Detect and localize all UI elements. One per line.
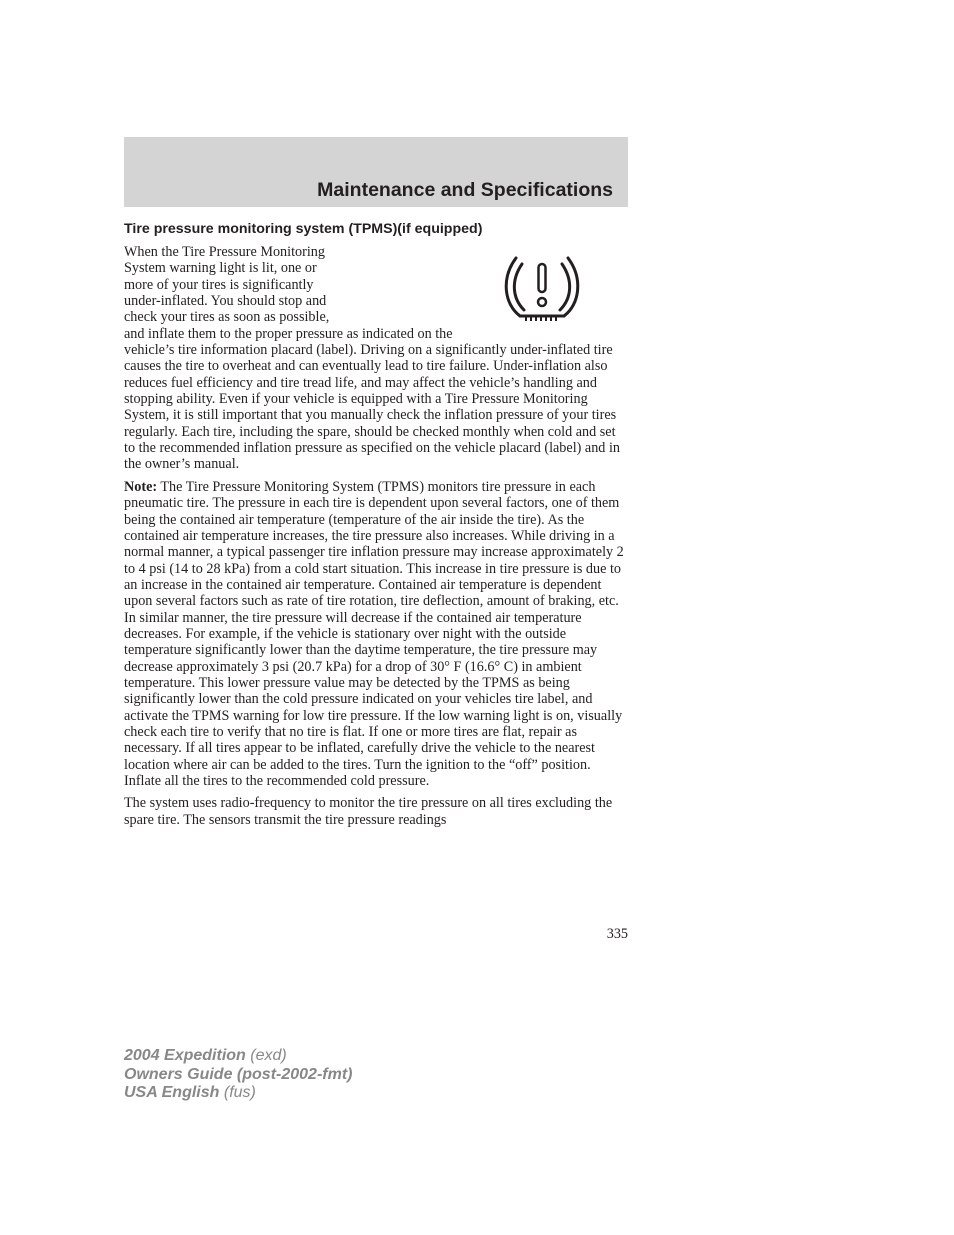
tire-pressure-warning-icon [502, 250, 582, 324]
intro-line: under-inflated. You should stop and [124, 293, 327, 310]
page-number: 335 [606, 926, 628, 942]
paragraph-note [124, 479, 628, 790]
footer-line-2 [124, 1066, 352, 1085]
page-content [124, 244, 628, 834]
footer-language-code: (fus) [223, 1084, 256, 1101]
page-title: Maintenance and Specifications [317, 179, 613, 201]
paragraph-intro [124, 244, 628, 473]
intro-text: and inflate them to the proper pressure as indicated on the vehicle’s tire information placard (label). Driving on a significantly under-inflated tire causes the tire to overheat and can eventually lead to tire failure. Under-inflation also reduces fuel efficiency and tire tread life, and may affect the vehicle’s handling and stopping ability. Even if your vehicle is equipped with a Tire Pressure Monitoring System, it is still important that you manually check the inflation pressure of your tires regularly. Each tire, including the spare, should be checked monthly when cold and set to the recommended inflation pressure as specified on the vehicle placard (label) and in the owner’s manual. [124, 325, 620, 473]
footer-model-code: (exd) [250, 1047, 287, 1064]
footer-line-1 [124, 1047, 352, 1066]
footer-language: USA English [124, 1084, 220, 1101]
intro-line: more of your tires is significantly [124, 276, 314, 293]
section-heading: Tire pressure monitoring system (TPMS)(if equipped) [124, 221, 483, 237]
intro-line: check your tires as soon as possible, [124, 309, 330, 326]
header-band [124, 137, 628, 207]
footer-line-3 [124, 1084, 352, 1103]
footer-model: 2004 Expedition [124, 1047, 246, 1064]
paragraph-system: The system uses radio-frequency to monitor the tire pressure on all tires excluding the spare tire. The sensors transmit the tire pressure readings [124, 795, 613, 828]
intro-line: System warning light is lit, one or [124, 260, 317, 277]
intro-line: When the Tire Pressure Monitoring [124, 244, 325, 260]
document-footer [124, 1047, 352, 1103]
note-label: Note: [124, 478, 158, 495]
footer-guide: Owners Guide (post-2002-fmt) [124, 1065, 353, 1083]
note-text: The Tire Pressure Monitoring System (TPMS) monitors tire pressure in each pneumatic tire. The pressure in each tire is dependent upon several factors, one of them being the contained air temperature (temperature of the air inside the tire). As the contained air temperature increases, the tire pressure also increases. While driving in a normal manner, a typical passenger tire inflation pressure may increase approximately 2 to 4 psi (14 to 28 kPa) from a cold start situation. This increase in tire pressure is due to an increase in the contained air temperature. Contained air temperature is dependent upon several factors such as rate of tire rotation, tire deflection, amount of braking, etc. In similar manner, the tire pressure will decrease if the contained air temperature decreases. For example, if the vehicle is stationary over night with the outside temperature significantly lower than the daytime temperature, the tire pressure may decrease approximately 3 psi (20.7 kPa) for a drop of 30° F (16.6° C) in ambient temperature. This lower pressure value may be detected by the TPMS as being significantly lower than the cold pressure indicated on your vehicles tire label, and activate the TPMS warning for low tire pressure. If the low warning light is on, visually check each tire to verify that no tire is flat. If one or more tires are flat, repair as necessary. If all tires appear to be inflated, carefully drive the vehicle to the nearest location where air can be added to the tires. Turn the ignition to the “off” position. Inflate all the tires to the recommended cold pressure. [124, 478, 624, 789]
